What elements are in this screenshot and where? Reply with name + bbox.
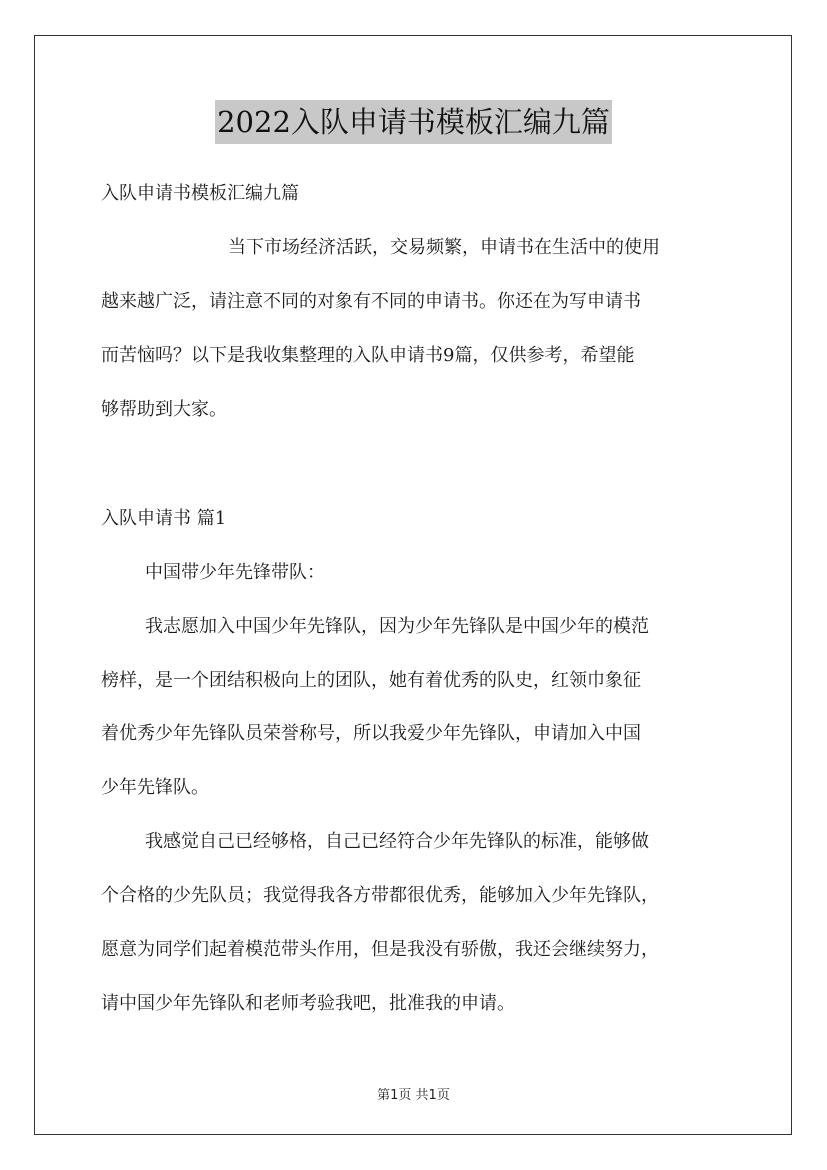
para2-line-3: 愿意为同学们起着模范带头作用，但是我没有骄傲，我还会继续努力，	[101, 939, 659, 960]
intro-line-4: 够帮助到大家。	[101, 399, 227, 420]
para2-line-4: 请中国少年先锋队和老师考验我吧，批准我的申请。	[101, 993, 515, 1014]
intro-line-1: 当下市场经济活跃，交易频繁，申请书在生活中的使用	[228, 237, 660, 258]
para1-line-3: 着优秀少年先锋队员荣誉称号，所以我爱少年先锋队，申请加入中国	[101, 723, 641, 744]
title-container	[0, 100, 827, 144]
para2-line-2: 个合格的少先队员；我觉得我各方带都很优秀，能够加入少年先锋队，	[101, 885, 659, 906]
para1-line-4: 少年先锋队。	[101, 777, 209, 798]
document-subtitle: 入队申请书模板汇编九篇	[101, 183, 299, 204]
intro-line-3: 而苦恼吗？以下是我收集整理的入队申请书9篇，仅供参考，希望能	[101, 345, 635, 366]
section-heading: 入队申请书 篇1	[101, 508, 227, 529]
para2-line-1: 我感觉自己已经够格，自己已经符合少年先锋队的标准，能够做	[145, 831, 649, 852]
page-footer: 第1页 共1页	[377, 1088, 450, 1103]
para1-line-2: 榜样，是一个团结积极向上的团队，她有着优秀的队史，红领巾象征	[101, 670, 641, 691]
salutation: 中国带少年先锋带队：	[145, 562, 325, 583]
para1-line-1: 我志愿加入中国少年先锋队，因为少年先锋队是中国少年的模范	[145, 616, 649, 637]
intro-line-2: 越来越广泛，请注意不同的对象有不同的申请书。你还在为写申请书	[101, 291, 641, 312]
document-title: 2022入队申请书模板汇编九篇	[215, 100, 612, 144]
